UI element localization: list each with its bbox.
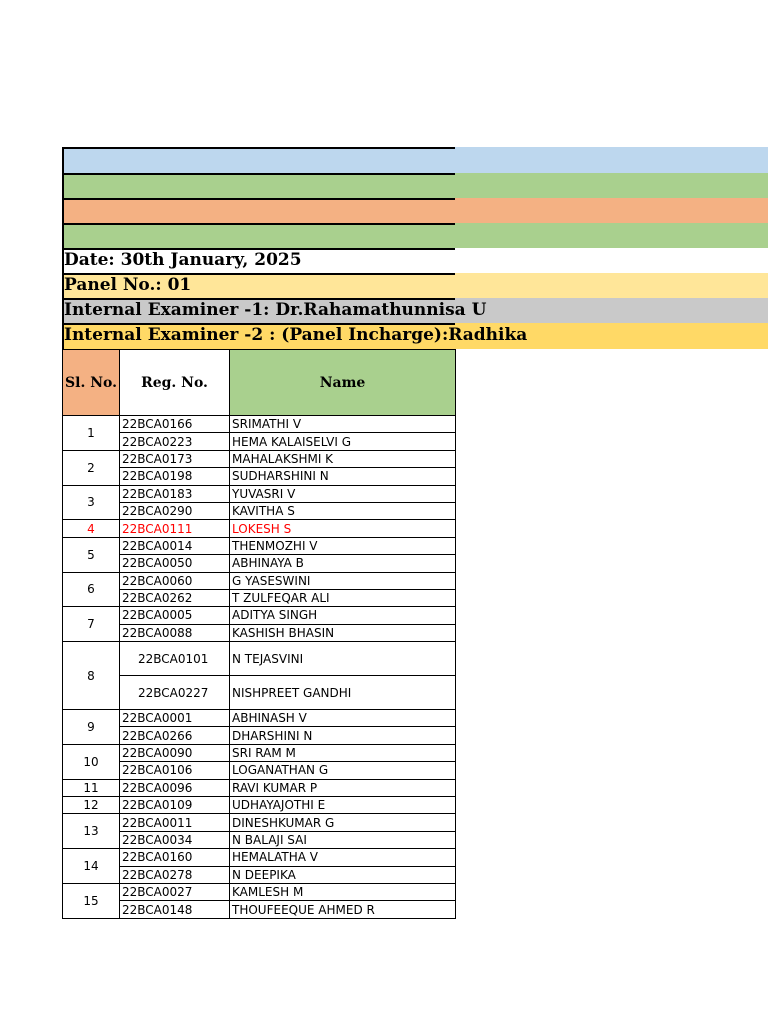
table-row bbox=[63, 797, 456, 814]
student-name-cell: HEMA KALAISELVI G bbox=[230, 433, 456, 450]
reg-no-cell: 22BCA0096 bbox=[120, 779, 230, 796]
table-row bbox=[63, 676, 456, 710]
reg-no-cell: 22BCA0088 bbox=[120, 624, 230, 641]
reg-no-cell: 22BCA0101 bbox=[120, 642, 230, 676]
reg-no-cell: 22BCA0183 bbox=[120, 485, 230, 502]
header-band-4 bbox=[62, 223, 768, 248]
table-row bbox=[63, 607, 456, 624]
reg-no-cell: 22BCA0278 bbox=[120, 866, 230, 883]
reg-no-cell: 22BCA0027 bbox=[120, 883, 230, 900]
sl-no-cell: 7 bbox=[63, 607, 120, 642]
sl-no-cell: 13 bbox=[63, 814, 120, 849]
table-row bbox=[63, 901, 456, 918]
reg-no-cell: 22BCA0262 bbox=[120, 589, 230, 606]
reg-no-cell: 22BCA0173 bbox=[120, 450, 230, 467]
sl-no-header: Sl. No. bbox=[63, 350, 120, 416]
sl-no-cell: 3 bbox=[63, 485, 120, 520]
reg-no-cell: 22BCA0060 bbox=[120, 572, 230, 589]
table-row bbox=[63, 866, 456, 883]
examiner-1-row bbox=[62, 298, 768, 323]
sl-no-cell: 12 bbox=[63, 797, 120, 814]
table-row bbox=[63, 450, 456, 467]
reg-no-cell: 22BCA0290 bbox=[120, 502, 230, 519]
student-name-cell: KAMLESH M bbox=[230, 883, 456, 900]
student-name-cell: T ZULFEQAR ALI bbox=[230, 589, 456, 606]
student-name-cell: G YASESWINI bbox=[230, 572, 456, 589]
student-name-cell: MAHALAKSHMI K bbox=[230, 450, 456, 467]
header-band-1 bbox=[62, 147, 768, 173]
student-name-cell: UDHAYAJOTHI E bbox=[230, 797, 456, 814]
reg-no-cell: 22BCA0005 bbox=[120, 607, 230, 624]
reg-no-cell: 22BCA0011 bbox=[120, 814, 230, 831]
sl-no-cell: 6 bbox=[63, 572, 120, 607]
student-name-cell: SUDHARSHINI N bbox=[230, 468, 456, 485]
student-name-cell: N DEEPIKA bbox=[230, 866, 456, 883]
table-row bbox=[63, 849, 456, 866]
reg-no-cell: 22BCA0227 bbox=[120, 676, 230, 710]
table-row bbox=[63, 762, 456, 779]
reg-no-cell: 22BCA0109 bbox=[120, 797, 230, 814]
student-name-cell: N BALAJI SAI bbox=[230, 831, 456, 848]
student-name-cell: ABHINAYA B bbox=[230, 555, 456, 572]
reg-no-cell: 22BCA0148 bbox=[120, 901, 230, 918]
table-row bbox=[63, 831, 456, 848]
date-text: Date: 30th January, 2025 bbox=[64, 250, 302, 270]
reg-no-cell: 22BCA0106 bbox=[120, 762, 230, 779]
table-row bbox=[63, 589, 456, 606]
student-name-cell: SRI RAM M bbox=[230, 744, 456, 761]
student-name-cell: ABHINASH V bbox=[230, 710, 456, 727]
reg-no-cell: 22BCA0090 bbox=[120, 744, 230, 761]
examiner-2-row bbox=[62, 323, 768, 349]
table-header-row bbox=[63, 350, 456, 416]
student-name-cell: HEMALATHA V bbox=[230, 849, 456, 866]
table-row bbox=[63, 883, 456, 900]
name-header: Name bbox=[230, 350, 456, 416]
student-name-cell: DINESHKUMAR G bbox=[230, 814, 456, 831]
table-row bbox=[63, 572, 456, 589]
student-name-cell: LOKESH S bbox=[230, 520, 456, 537]
roster-body bbox=[63, 416, 456, 919]
sl-no-cell: 15 bbox=[63, 883, 120, 918]
table-row bbox=[63, 520, 456, 537]
reg-no-cell: 22BCA0034 bbox=[120, 831, 230, 848]
student-name-cell: LOGANATHAN G bbox=[230, 762, 456, 779]
sl-no-cell: 8 bbox=[63, 642, 120, 710]
reg-no-cell: 22BCA0198 bbox=[120, 468, 230, 485]
student-name-cell: DHARSHINI N bbox=[230, 727, 456, 744]
reg-no-cell: 22BCA0001 bbox=[120, 710, 230, 727]
student-name-cell: THOUFEEQUE AHMED R bbox=[230, 901, 456, 918]
reg-no-cell: 22BCA0223 bbox=[120, 433, 230, 450]
student-name-cell: N TEJASVINI bbox=[230, 642, 456, 676]
table-row bbox=[63, 744, 456, 761]
student-name-cell: RAVI KUMAR P bbox=[230, 779, 456, 796]
panel-row bbox=[62, 273, 768, 298]
student-name-cell: KAVITHA S bbox=[230, 502, 456, 519]
table-row bbox=[63, 537, 456, 554]
student-name-cell: SRIMATHI V bbox=[230, 416, 456, 433]
sl-no-cell: 9 bbox=[63, 710, 120, 745]
sl-no-cell: 14 bbox=[63, 849, 120, 884]
examiner-2-text: Internal Examiner -2 : (Panel Incharge):Radhika bbox=[64, 325, 528, 345]
student-roster-table bbox=[62, 349, 456, 919]
table-row bbox=[63, 624, 456, 641]
table-row bbox=[63, 710, 456, 727]
sl-no-cell: 5 bbox=[63, 537, 120, 572]
table-row bbox=[63, 468, 456, 485]
student-name-cell: NISHPREET GANDHI bbox=[230, 676, 456, 710]
sl-no-cell: 1 bbox=[63, 416, 120, 451]
student-name-cell: THENMOZHI V bbox=[230, 537, 456, 554]
reg-no-cell: 22BCA0050 bbox=[120, 555, 230, 572]
student-name-cell: KASHISH BHASIN bbox=[230, 624, 456, 641]
table-row bbox=[63, 814, 456, 831]
header-band-2 bbox=[62, 173, 768, 198]
table-row bbox=[63, 555, 456, 572]
sl-no-cell: 2 bbox=[63, 450, 120, 485]
student-name-cell: YUVASRI V bbox=[230, 485, 456, 502]
reg-no-header: Reg. No. bbox=[120, 350, 230, 416]
table-row bbox=[63, 433, 456, 450]
table-row bbox=[63, 502, 456, 519]
table-row bbox=[63, 727, 456, 744]
reg-no-cell: 22BCA0160 bbox=[120, 849, 230, 866]
table-row bbox=[63, 416, 456, 433]
sl-no-cell: 10 bbox=[63, 744, 120, 779]
header-band-3 bbox=[62, 198, 768, 223]
examiner-1-text: Internal Examiner -1: Dr.Rahamathunnisa U bbox=[64, 300, 487, 320]
reg-no-cell: 22BCA0014 bbox=[120, 537, 230, 554]
student-name-cell: ADITYA SINGH bbox=[230, 607, 456, 624]
table-row bbox=[63, 485, 456, 502]
reg-no-cell: 22BCA0166 bbox=[120, 416, 230, 433]
panel-number-text: Panel No.: 01 bbox=[64, 275, 192, 295]
table-row bbox=[63, 642, 456, 676]
sl-no-cell: 11 bbox=[63, 779, 120, 796]
sl-no-cell: 4 bbox=[63, 520, 120, 537]
reg-no-cell: 22BCA0111 bbox=[120, 520, 230, 537]
table-row bbox=[63, 779, 456, 796]
reg-no-cell: 22BCA0266 bbox=[120, 727, 230, 744]
date-row bbox=[62, 248, 768, 273]
